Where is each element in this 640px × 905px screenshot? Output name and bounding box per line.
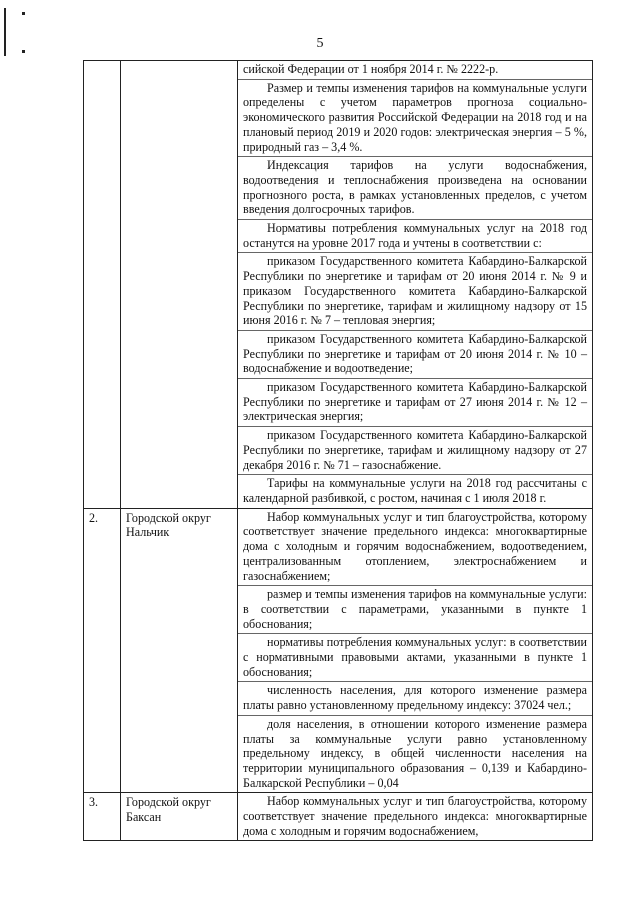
municipality-name: Городской округ Баксан (126, 795, 211, 825)
justification-paragraph: приказом Государственного комитета Кабардино-Балкарской Республики по энергетике и тарифам от 20 июня 2014 г. № 10 – водоснабжение и водоотведение; (238, 331, 592, 379)
row-number-cell (84, 793, 121, 841)
table-row (84, 793, 593, 841)
municipality-cell (121, 508, 238, 793)
municipality-name (121, 61, 237, 65)
scan-mark-dot (22, 12, 25, 15)
table-body (84, 61, 593, 841)
row-number-cell (84, 61, 121, 509)
table-row (84, 61, 593, 509)
justification-paragraph: приказом Государственного комитета Кабардино-Балкарской Республики по энергетике и тарифам от 20 июня 2014 г. № 9 и приказом Государственного комитета Кабардино-Балкарской Республики по энергетике, тарифам и жилищному надзору от 15 июня 2016 г. № 7 – тепловая энергия; (238, 253, 592, 331)
municipality-cell (121, 793, 238, 841)
justification-paragraph: Набор коммунальных услуг и тип благоустройства, которому соответствует значение предельного индекса: многоквартирные дома с холодным и горячим водоснабжением, (243, 794, 587, 838)
justification-paragraph: Размер и темпы изменения тарифов на коммунальные услуги определены с учетом параметров прогноза социально-экономического развития Российской Федерации на 2018 год и на плановый период 2019 и 2020 годов: электрическая энергия – 5 %, природный газ – 3,4 %. (238, 80, 592, 158)
justification-paragraph: приказом Государственного комитета Кабардино-Балкарской Республики по энергетике и тарифам от 27 июня 2014 г. № 12 – электрическая энергия; (238, 379, 592, 427)
justification-paragraph: приказом Государственного комитета Кабардино-Балкарской Республики по энергетике, тарифам и жилищному надзору от 27 декабря 2016 г. № 71 – газоснабжение. (238, 427, 592, 475)
justification-table (83, 60, 593, 841)
justification-paragraph: размер и темпы изменения тарифов на коммунальные услуги: в соответствии с параметрами, указанными в пункте 1 обоснования; (238, 586, 592, 634)
row-number: 2. (89, 510, 99, 525)
justification-paragraph: численность населения, для которого изменение размера платы равно установленному предельному индексу: 37024 чел.; (238, 682, 592, 715)
row-number: 3. (89, 795, 99, 810)
justification-paragraph: нормативы потребления коммунальных услуг: в соответствии с нормативными правовыми актами, указанными в пункте 1 обоснования; (238, 634, 592, 682)
municipality-name: Городской округ Нальчик (126, 510, 211, 540)
justification-paragraph: Индексация тарифов на услуги водоснабжения, водоотведения и теплоснабжения произведена на основании прогнозного роста, в рамках установленных пределов, с учетом введения долгосрочных тарифов. (238, 157, 592, 220)
justification-paragraph: доля населения, в отношении которого изменение размера платы за коммунальные услуги равно установленному предельному индексу, в общей численности населения на территории муниципального образования – 0,139 и Кабардино-Балкарской Республики – 0,04 (243, 716, 587, 790)
justification-paragraph: сийской Федерации от 1 ноября 2014 г. № 2222-р. (238, 61, 592, 80)
row-number-cell (84, 508, 121, 793)
justification-cell (238, 508, 593, 793)
justification-paragraph: Тарифы на коммунальные услуги на 2018 год рассчитаны с календарной разбивкой, с ростом, начиная с 1 июля 2018 г. (243, 476, 587, 505)
page-number: 5 (316, 36, 324, 51)
row-number (84, 61, 120, 65)
justification-paragraph: Набор коммунальных услуг и тип благоустройства, которому соответствует значение предельного индекса: многоквартирные дома с холодным и горячим водоснабжением, водоотведением, централизованным отоплением, электроснабжением и газоснабжением; (238, 509, 592, 587)
justification-paragraph: Нормативы потребления коммунальных услуг на 2018 год останутся на уровне 2017 года и учтены в соответствии с: (238, 220, 592, 253)
municipality-cell (121, 61, 238, 509)
justification-cell (238, 61, 593, 509)
table-row (84, 508, 593, 793)
justification-cell (238, 793, 593, 841)
